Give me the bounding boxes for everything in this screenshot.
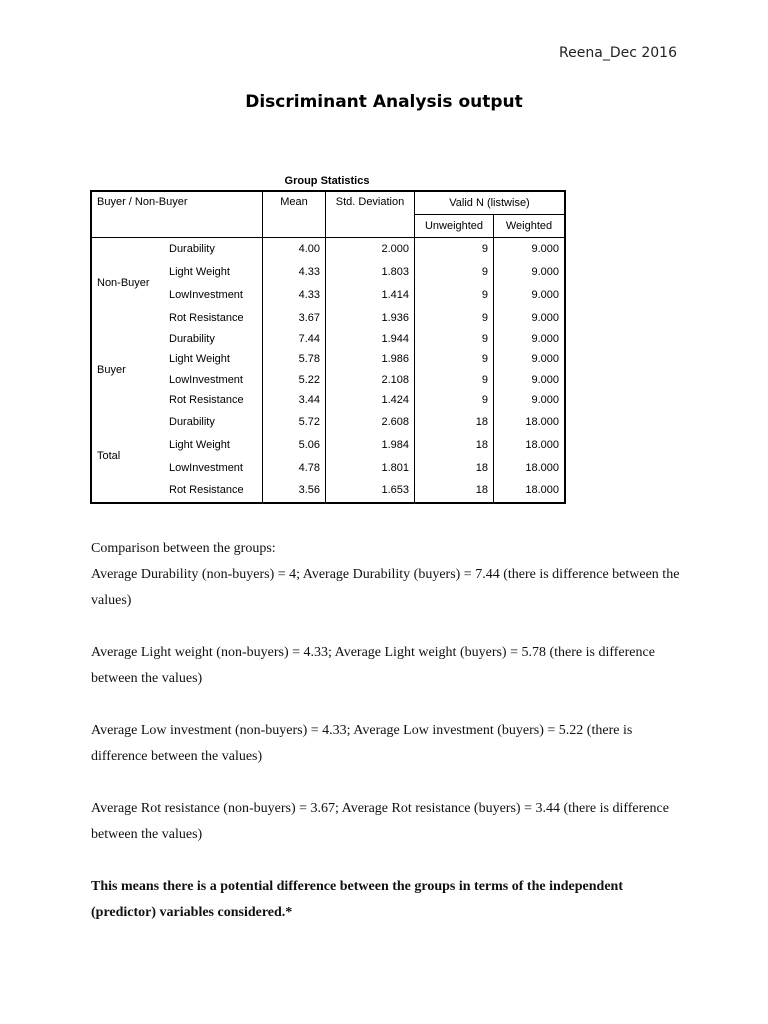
- unweighted-n-value: 9: [415, 370, 494, 390]
- header-unweighted: Unweighted: [415, 215, 494, 238]
- std-deviation-value: 1.653: [326, 479, 415, 503]
- weighted-n-value: 9.000: [494, 370, 566, 390]
- comparison-intro: Comparison between the groups:: [91, 541, 276, 556]
- table-header-row: [91, 191, 565, 215]
- mean-value: 4.33: [263, 261, 326, 284]
- variable-label: Durability: [164, 238, 263, 261]
- unweighted-n-value: 18: [415, 433, 494, 457]
- std-deviation-value: 2.108: [326, 370, 415, 390]
- mean-value: 3.67: [263, 307, 326, 329]
- variable-label: Rot Resistance: [164, 479, 263, 503]
- std-deviation-value: 1.801: [326, 457, 415, 479]
- paragraph-low-investment: Average Low investment (non-buyers) = 4.33; Average Low investment (buyers) = 5.22 (there is difference between the values): [91, 723, 633, 764]
- weighted-n-value: 9.000: [494, 329, 566, 349]
- weighted-n-value: 18.000: [494, 433, 566, 457]
- unweighted-n-value: 18: [415, 479, 494, 503]
- weighted-n-value: 18.000: [494, 479, 566, 503]
- weighted-n-value: 9.000: [494, 238, 566, 261]
- unweighted-n-value: 9: [415, 390, 494, 411]
- variable-label: Durability: [169, 415, 215, 428]
- conclusion-text: This means there is a potential difference between the groups in terms of the independent (predictor) variables considered.*: [91, 879, 623, 920]
- std-deviation-value: 1.414: [326, 284, 415, 307]
- variable-label: Light Weight: [169, 353, 230, 365]
- variable-label: Light Weight: [169, 266, 230, 278]
- mean-value: 3.44: [263, 390, 326, 411]
- variable-label: LowInvestment: [169, 289, 243, 301]
- header-valid-n: Valid N (listwise): [415, 191, 566, 215]
- comparison-text: [91, 536, 691, 926]
- mean-value: 4.78: [263, 457, 326, 479]
- table-caption: Group Statistics: [284, 175, 370, 187]
- std-deviation-value: 2.000: [326, 238, 415, 261]
- header-group: Buyer / Non-Buyer: [91, 191, 263, 238]
- group-label: Buyer: [91, 329, 164, 411]
- mean-value: 3.56: [263, 479, 326, 503]
- author-date: Reena_Dec 2016: [559, 45, 677, 61]
- mean-value: 5.22: [263, 370, 326, 390]
- header-std: Std. Deviation: [326, 191, 415, 238]
- paragraph-durability: Average Durability (non-buyers) = 4; Average Durability (buyers) = 7.44 (there is difference between the values): [91, 567, 680, 608]
- unweighted-n-value: 9: [415, 261, 494, 284]
- group-label: Non-Buyer: [91, 238, 164, 329]
- std-deviation-value: 1.944: [326, 329, 415, 349]
- group-label: Total: [91, 411, 164, 503]
- unweighted-n-value: 18: [415, 457, 494, 479]
- weighted-n-value: 18.000: [494, 411, 566, 433]
- weighted-n-value: 18.000: [494, 457, 566, 479]
- weighted-n-value: 9.000: [494, 261, 566, 284]
- paragraph-rot-resistance: Average Rot resistance (non-buyers) = 3.67; Average Rot resistance (buyers) = 3.44 (there is difference between the values): [91, 801, 669, 842]
- table-row: [91, 238, 565, 261]
- std-deviation-value: 1.803: [326, 261, 415, 284]
- mean-value: 4.00: [263, 238, 326, 261]
- weighted-n-value: 9.000: [494, 307, 566, 329]
- unweighted-n-value: 9: [415, 329, 494, 349]
- unweighted-n-value: 9: [415, 307, 494, 329]
- table-row: [91, 411, 565, 433]
- std-deviation-value: 1.424: [326, 390, 415, 411]
- weighted-n-value: 9.000: [494, 349, 566, 370]
- header-mean: Mean: [263, 191, 326, 238]
- std-deviation-value: 2.608: [326, 411, 415, 433]
- std-deviation-value: 1.984: [326, 433, 415, 457]
- mean-value: 7.44: [263, 329, 326, 349]
- mean-value: 4.33: [263, 284, 326, 307]
- variable-label: Rot Resistance: [169, 394, 244, 406]
- variable-label: LowInvestment: [169, 373, 243, 386]
- table-row: [91, 329, 565, 349]
- std-deviation-value: 1.986: [326, 349, 415, 370]
- unweighted-n-value: 9: [415, 238, 494, 261]
- mean-value: 5.06: [263, 433, 326, 457]
- paragraph-light-weight: Average Light weight (non-buyers) = 4.33; Average Light weight (buyers) = 5.78 (there is difference between the values): [91, 645, 655, 686]
- unweighted-n-value: 18: [415, 411, 494, 433]
- variable-label: Durability: [169, 332, 215, 345]
- unweighted-n-value: 9: [415, 349, 494, 370]
- document-title: Discriminant Analysis output: [245, 92, 523, 112]
- unweighted-n-value: 9: [415, 284, 494, 307]
- mean-value: 5.78: [263, 349, 326, 370]
- group-statistics-table: [90, 190, 566, 504]
- weighted-n-value: 9.000: [494, 284, 566, 307]
- variable-label: Light Weight: [169, 438, 230, 451]
- std-deviation-value: 1.936: [326, 307, 415, 329]
- mean-value: 5.72: [263, 411, 326, 433]
- header-weighted: Weighted: [494, 215, 566, 238]
- variable-label: LowInvestment: [169, 461, 243, 474]
- variable-label: Rot Resistance: [169, 311, 244, 324]
- weighted-n-value: 9.000: [494, 390, 566, 411]
